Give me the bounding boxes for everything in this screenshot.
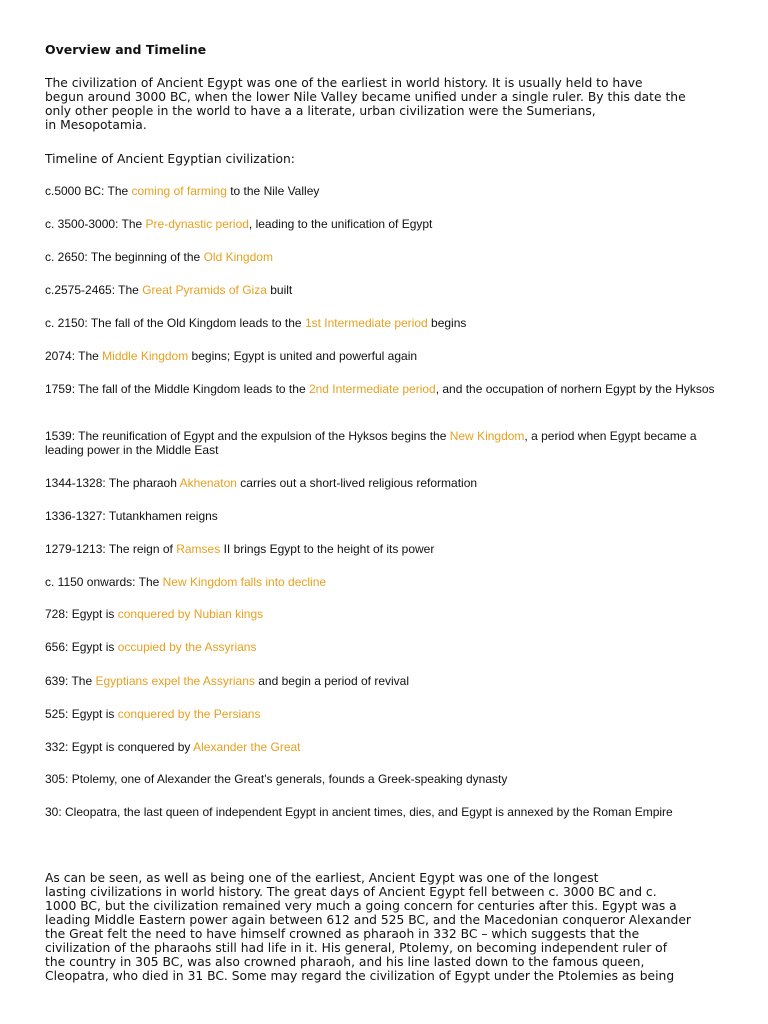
closing-line: As can be seen, as well as being one of the earliest, Ancient Egypt was one of the longest: [45, 871, 599, 885]
intro-line: only other people in the world to have a a literate, urban civilization were the Sumerians,: [45, 104, 596, 118]
timeline-entry-link[interactable]: 1st Intermediate period: [304, 316, 428, 330]
timeline-entry: [45, 217, 735, 231]
timeline-entry-text: c. 1150 onwards: The: [45, 575, 163, 589]
timeline-entry-link[interactable]: Middle Kingdom: [102, 349, 189, 363]
timeline-entry-text: 525: Egypt is: [45, 707, 118, 721]
timeline-entry-link[interactable]: coming of farming: [131, 184, 227, 198]
closing-line: civilization of the pharaohs still had life in it. His general, Ptolemy, on becoming independent ruler of: [45, 941, 668, 955]
timeline-entry-text: 305: Ptolemy, one of Alexander the Great's generals, founds a Greek-speaking dynasty: [45, 772, 508, 786]
timeline-entry-text: c. 3500-3000: The: [45, 217, 146, 231]
timeline-entry-text: c.2575-2465: The: [45, 283, 143, 297]
timeline-entry-text: begins; Egypt is united and powerful again: [188, 349, 418, 363]
intro-line: The civilization of Ancient Egypt was one of the earliest in world history. It is usually held to have: [45, 76, 643, 90]
timeline-entry-link[interactable]: conquered by the Persians: [117, 707, 261, 721]
timeline-entry: [45, 349, 735, 363]
timeline-entry-text: 1336-1327: Tutankhamen reigns: [45, 509, 218, 523]
timeline-entry: [45, 184, 735, 198]
timeline-entry-link[interactable]: Old Kingdom: [203, 250, 273, 264]
timeline-entry-text: II brings Egypt to the height of its power: [220, 542, 435, 556]
timeline-entry-text: 1759: The fall of the Middle Kingdom leads to the: [45, 382, 309, 396]
timeline-entry-text: to the Nile Valley: [226, 184, 320, 198]
timeline-entry-text: 1279-1213: The reign of: [45, 542, 177, 556]
timeline-entry: [45, 772, 735, 786]
timeline-entry-text: 639: The: [45, 674, 96, 688]
page-title: Overview and Timeline: [45, 42, 207, 57]
timeline-entry-text: c. 2650: The beginning of the: [45, 250, 204, 264]
timeline-entry: [45, 250, 735, 264]
timeline-heading: Timeline of Ancient Egyptian civilization:: [45, 152, 295, 166]
timeline-entry-link[interactable]: occupied by the Assyrians: [117, 640, 257, 654]
timeline-entry-link[interactable]: Egyptians expel the Assyrians: [95, 674, 255, 688]
timeline-entry-text: 728: Egypt is: [45, 607, 118, 621]
timeline-entry: [45, 707, 735, 721]
timeline-entry-text: c. 2150: The fall of the Old Kingdom leads to the: [45, 316, 305, 330]
timeline-entry-text: , a period when Egypt became a leading power in the Middle East: [45, 429, 697, 457]
timeline-entry: [45, 575, 735, 589]
timeline-entry-text: and begin a period of revival: [254, 674, 410, 688]
timeline-entry: [45, 740, 735, 754]
closing-line: Cleopatra, who died in 31 BC. Some may regard the civilization of Egypt under the Ptolemies as being: [45, 969, 675, 983]
timeline-entry: [45, 382, 735, 396]
timeline-entry-text: 2074: The: [45, 349, 103, 363]
closing-paragraph: [45, 871, 725, 983]
closing-line: 1000 BC, but the civilization remained very much a going concern for centuries after this. Egypt was a: [45, 899, 677, 913]
timeline-entry: [45, 429, 735, 457]
timeline-entry-link[interactable]: New Kingdom: [449, 429, 525, 443]
timeline-entry-text: , and the occupation of norhern Egypt by the Hyksos: [435, 382, 715, 396]
timeline-entry-link[interactable]: Pre-dynastic period: [145, 217, 249, 231]
timeline-entry: [45, 542, 735, 556]
timeline-entry-link[interactable]: conquered by Nubian kings: [117, 607, 264, 621]
timeline-entry: [45, 607, 735, 621]
timeline-entry: [45, 805, 735, 819]
timeline-entry-link[interactable]: New Kingdom falls into decline: [162, 575, 327, 589]
timeline-entry-link[interactable]: Great Pyramids of Giza: [142, 283, 267, 297]
timeline-entry-link[interactable]: Ramses: [176, 542, 221, 556]
timeline-entry: [45, 316, 735, 330]
timeline-entry-text: built: [266, 283, 293, 297]
timeline-entry-text: begins: [427, 316, 467, 330]
closing-line: leading Middle Eastern power again between 612 and 525 BC, and the Macedonian conqueror Alexander: [45, 913, 691, 927]
timeline-entry-link[interactable]: Alexander the Great: [193, 740, 301, 754]
closing-line: the country in 305 BC, was also crowned pharaoh, and his line lasted down to the famous queen,: [45, 955, 645, 969]
timeline-entry-text: c.5000 BC: The: [45, 184, 132, 198]
timeline-entry-text: carries out a short-lived religious reformation: [236, 476, 478, 490]
closing-line: the Great felt the need to have himself crowned as pharaoh in 332 BC – which suggests that the: [45, 927, 640, 941]
timeline-entry: [45, 509, 735, 523]
timeline-entry: [45, 674, 735, 688]
timeline-entry-text: 332: Egypt is conquered by: [45, 740, 194, 754]
timeline-entry-text: 1539: The reunification of Egypt and the expulsion of the Hyksos begins the: [45, 429, 450, 443]
intro-paragraph: [45, 76, 725, 132]
timeline-entry-link[interactable]: Akhenaton: [179, 476, 237, 490]
timeline-entry-text: 656: Egypt is: [45, 640, 118, 654]
timeline-entry: [45, 640, 735, 654]
intro-line: begun around 3000 BC, when the lower Nile Valley became unified under a single ruler. By this date the: [45, 90, 686, 104]
intro-line: in Mesopotamia.: [45, 118, 147, 132]
timeline-entry-text: 30: Cleopatra, the last queen of independent Egypt in ancient times, dies, and Egypt is annexed by the Roman Empire: [45, 805, 673, 819]
timeline-entry-link[interactable]: 2nd Intermediate period: [308, 382, 436, 396]
timeline-entry: [45, 476, 735, 490]
timeline-entry-text: , leading to the unification of Egypt: [248, 217, 433, 231]
closing-line: lasting civilizations in world history. The great days of Ancient Egypt fell between c. 3000 BC and c.: [45, 885, 657, 899]
timeline-entry-text: 1344-1328: The pharaoh: [45, 476, 180, 490]
timeline-entry: [45, 283, 735, 297]
